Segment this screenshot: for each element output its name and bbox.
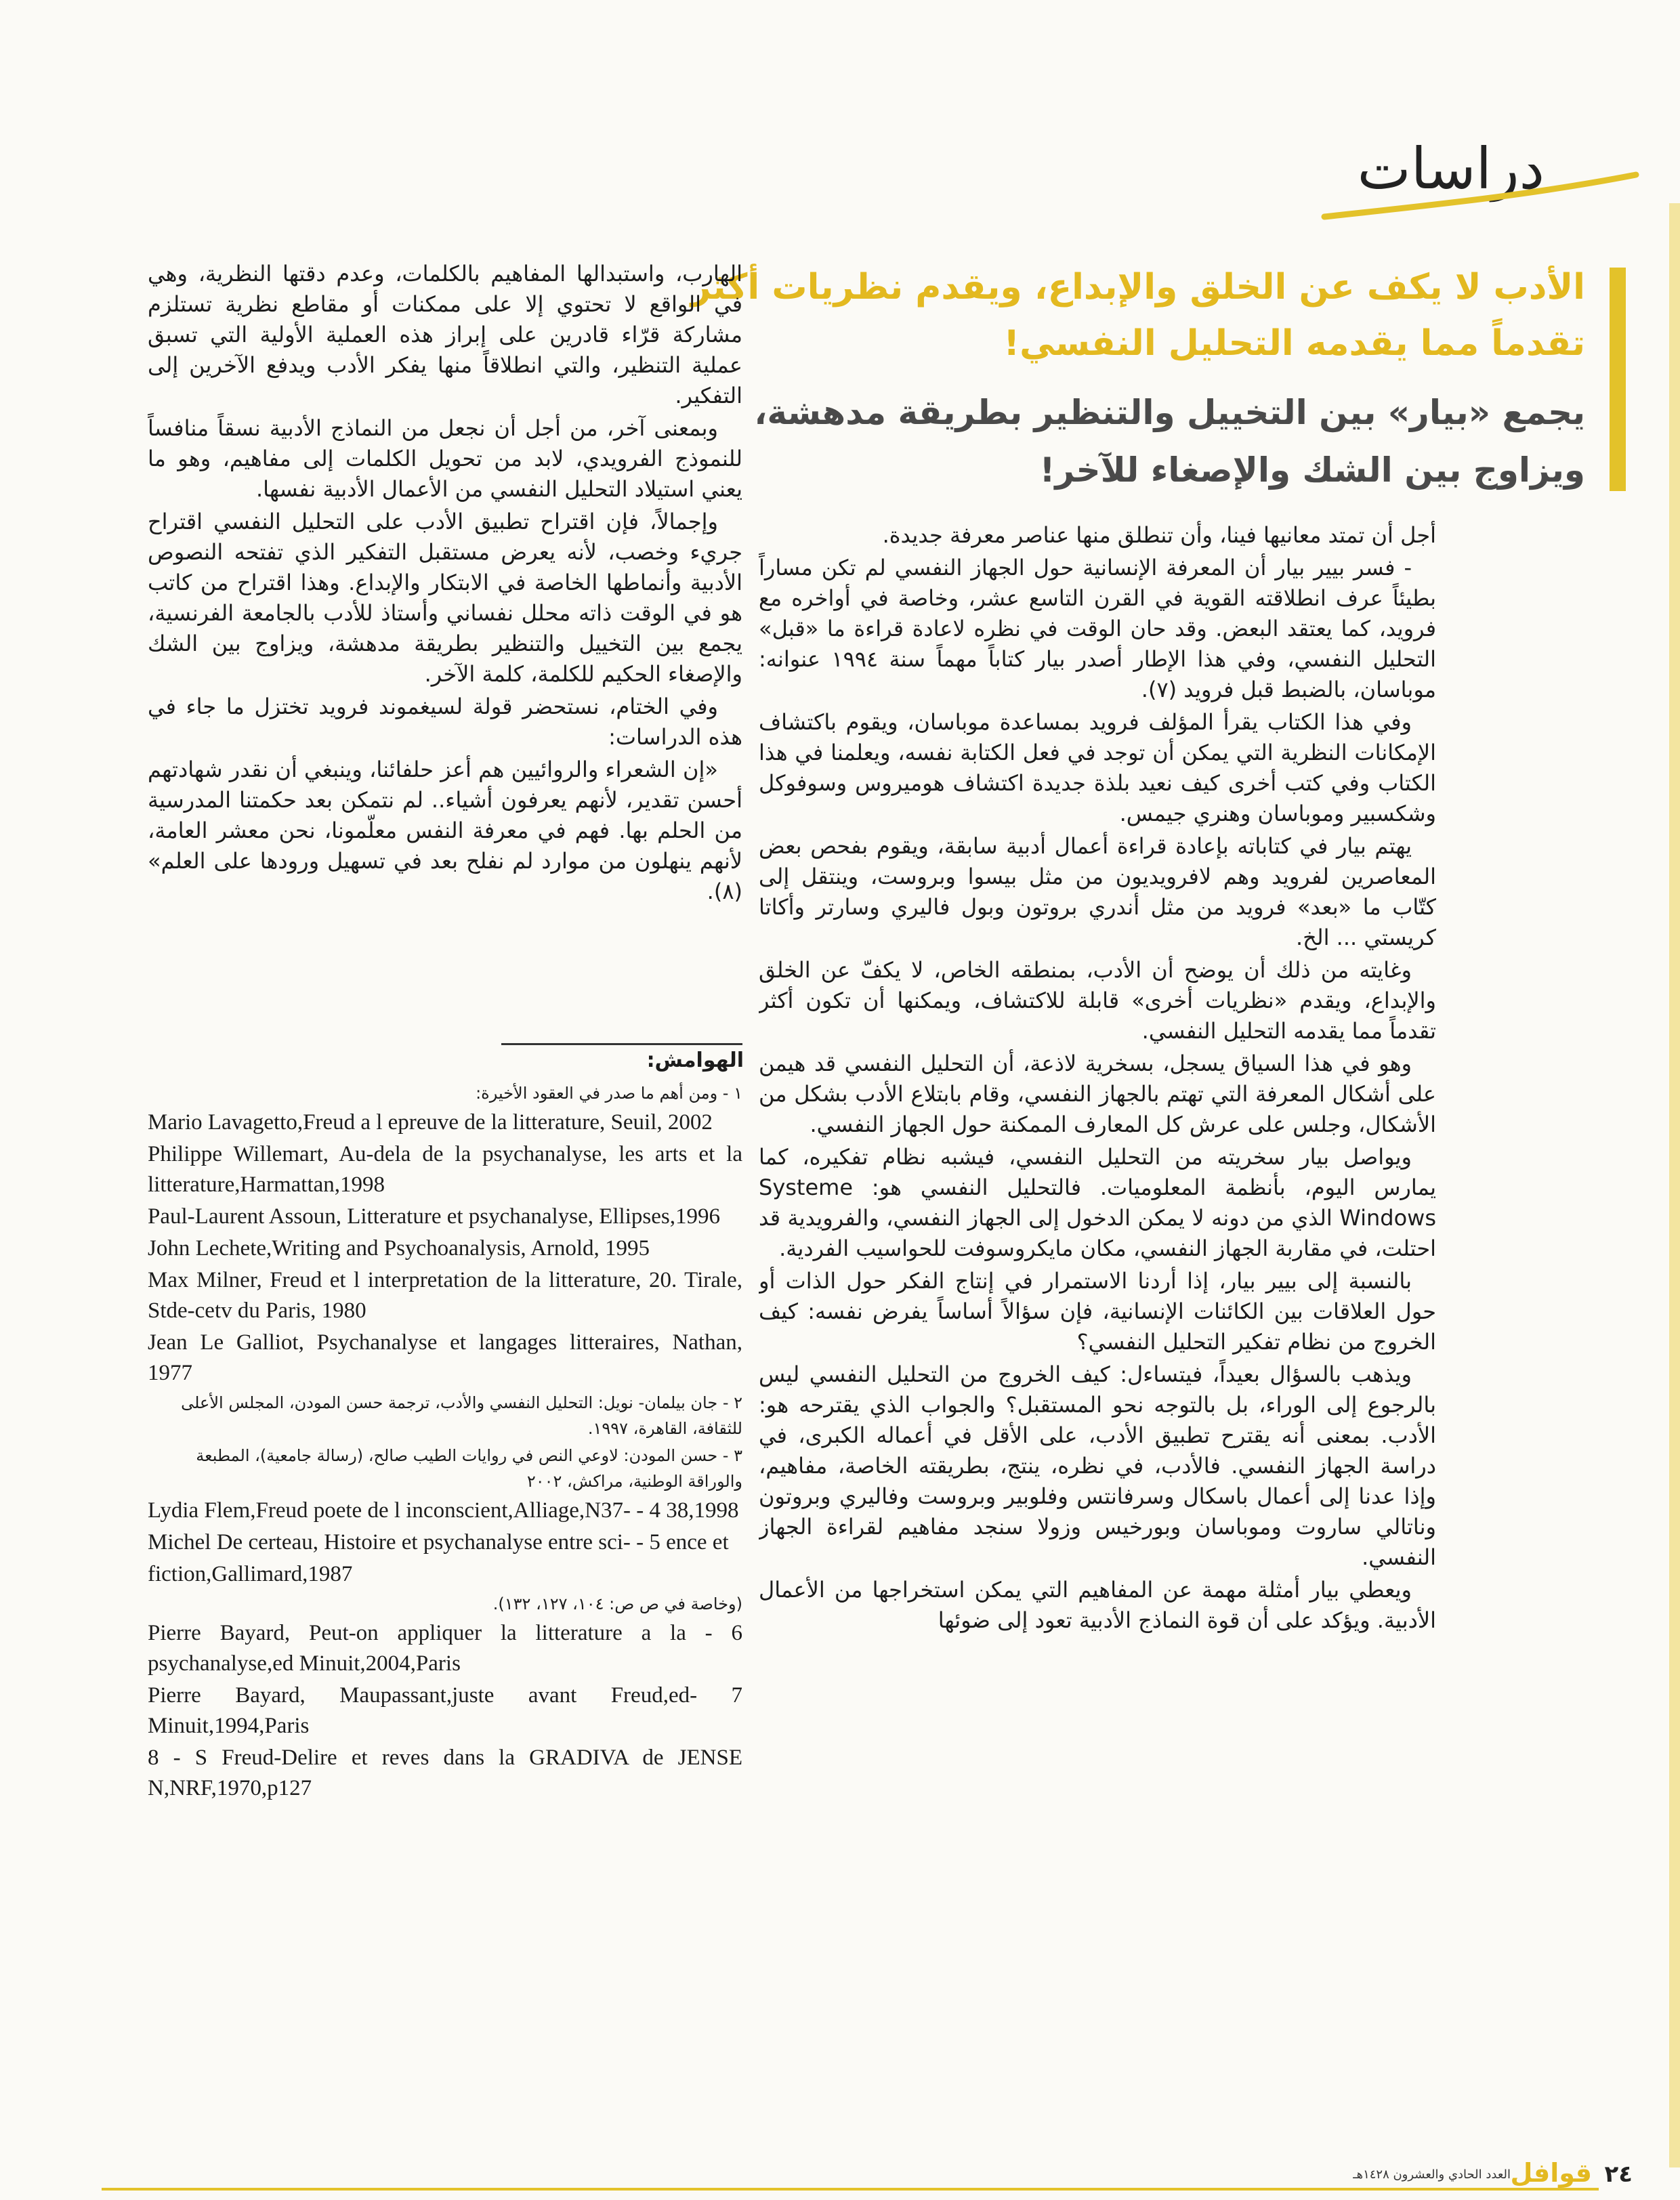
paragraph: وهو في هذا السياق يسجل، بسخرية لاذعة، أن التحليل النفسي قد هيمن على أشكال المعرفة التي تهتم بالجهاز النفسي، وقام بابتلاع الأدب بشكل من الأشكال، وجلس على عرش كل المعارف الممكنة حول الجهاز النفسي. bbox=[759, 1051, 1436, 1137]
footnote: 8 - S Freud-Delire et reves dans la GRADIVA de JENSE N,NRF,1970,p127 bbox=[148, 1746, 742, 1800]
footnote: Pierre Bayard, Peut-on appliquer la litterature a la - 6 psychanalyse,ed Minuit,2004,Paris bbox=[148, 1621, 742, 1676]
pull-quote-line: تقدماً مما يقدمه التحليل النفسي! bbox=[1003, 323, 1585, 364]
section-title: دراسات bbox=[1357, 135, 1545, 202]
footnote: ٣ - حسن المودن: لاوعي النص في روايات الطيب صالح، (رسالة جامعية)، المطبعة والوراقة الوطنية، مراكش، ٢٠٠٢ bbox=[196, 1446, 742, 1491]
article-column-left bbox=[148, 259, 742, 1024]
footnotes-title: الهوامش: bbox=[646, 1049, 744, 1072]
footnote: (وخاصة في ص ص: ١٠٤، ١٢٧، ١٣٢). bbox=[492, 1594, 742, 1613]
footnote: Mario Lavagetto,Freud a l epreuve de la litterature, Seuil, 2002 bbox=[148, 1110, 713, 1135]
pull-quote-line: الأدب لا يكف عن الخلق والإبداع، ويقدم نظريات أكثر bbox=[690, 267, 1585, 308]
paragraph: - فسر بيير بيار أن المعرفة الإنسانية حول الجهاز النفسي لم تكن مساراً بطيئاً عرف انطلاقته القوية في القرن التاسع عشر، وخاصة في أواخره مع فرويد، كما يعتقد البعض. وقد حان الوقت في نظره لاعادة قراءة ما «قبل» التحليل النفسي، وفي هذا الإطار أصدر بيار كتاباً مهماً سنة ١٩٩٤ عنوانه: موباسان، بالضبط قبل فرويد (٧). bbox=[759, 555, 1436, 702]
pull-quote-line: ويزاوج بين الشك والإصغاء للآخر! bbox=[1039, 450, 1585, 490]
freud-quote: «إن الشعراء والروائيين هم أعز حلفائنا، وينبغي أن نقدر شهادتهم أحسن تقدير، لأنهم يعرفون أشياء.. لم نتمكن بعد حكمتنا المدرسية من الحلم بها. فهم في معرفة النفس معلّمونا، نحن معشر العامة، لأنهم ينهلون من موارد لم نفلح بعد في تسهيل ورودها على العلم» (٨). bbox=[148, 757, 742, 904]
footnotes-divider bbox=[501, 1043, 742, 1045]
paragraph: أجل أن تمتد معانيها فينا، وأن تنطلق منها عناصر معرفة جديدة. bbox=[882, 522, 1436, 548]
magazine-logo: قوافل bbox=[1510, 2158, 1592, 2188]
article-column-right bbox=[759, 520, 1436, 2159]
footnote: ١ - ومن أهم ما صدر في العقود الأخيرة: bbox=[476, 1084, 742, 1103]
pull-quote-line: يجمع «بيار» بين التخييل والتنظير بطريقة مدهشة، bbox=[754, 393, 1585, 432]
paragraph: وإجمالاً، فإن اقتراح تطبيق الأدب على التحليل النفسي اقتراح جريء وخصب، لأنه يعرض مستقبل التفكير الذي تفتحه النصوص الأدبية وأنماطها الخاصة في الابتكار والإبداع. وهذا اقتراح من كاتب هو في الوقت ذاته محلل نفساني وأستاذ للأدب بالجامعة الفرنسية، يجمع بين التخييل والتنظير بطريقة مدهشة، ويزاوج بين الشك والإصغاء الحكيم للكلمة، كلمة الآخر. bbox=[148, 509, 742, 687]
paragraph: وفي الختام، نستحضر قولة لسيغموند فرويد تختزل ما جاء في هذه الدراسات: bbox=[148, 694, 742, 750]
footnotes-list bbox=[148, 1080, 742, 2157]
footnote: Pierre Bayard, Maupassant,juste avant Freud,ed- 7 Minuit,1994,Paris bbox=[148, 1683, 742, 1738]
paragraph: وفي هذا الكتاب يقرأ المؤلف فرويد بمساعدة موباسان، ويقوم باكتشاف الإمكانات النظرية التي يمكن أن توجد في فعل الكتابة نفسه، ويعلمنا في هذا الكتاب وفي كتب أخرى كيف نعيد بلذة جديدة اكتشاف هوميروس وسوفوكل وشكسبير وموباسان وهنري جيمس. bbox=[759, 709, 1436, 826]
page-edge-strip bbox=[1669, 203, 1680, 2167]
pull-quote bbox=[690, 257, 1626, 501]
paragraph: ويذهب بالسؤال بعيداً، فيتساءل: كيف الخروج من التحليل النفسي ليس بالرجوع إلى الوراء، بل بالتوجه نحو المستقبل؟ والجواب الذي يقترحه هو: الأدب. بمعنى أنه يقترح تطبيق الأدب، على الأقل في أعماله الكبرى، في دراسة الجهاز النفسي. فالأدب، في نظره، ينتج، بطريقته الخاصة، مفاهيم، وإذا عدنا إلى أعمال باسكال وسرفانتس وفلوبير وبروست وفاليري وبروتون وناتالي ساروت وموباسان وبورخيس وزولا سنجد مفاهيم لقراءة الجهاز النفسي. bbox=[759, 1361, 1436, 1570]
footer-rule bbox=[102, 2188, 1599, 2191]
paragraph: يهتم بيار في كتاباته بإعادة قراءة أعمال أدبية سابقة، ويقوم بفحص بعض المعاصرين لفرويد وهم لافرويديون من مثل بيسوا وبروست، وينتقل إلى كتّاب ما «بعد» فرويد من مثل أندري بروتون وبول فاليري وسارتر وأكاتا كريستي ... الخ. bbox=[759, 833, 1436, 950]
paragraph: ويعطي بيار أمثلة مهمة عن المفاهيم التي يمكن استخراجها من الأعمال الأدبية. ويؤكد على أن قوة النماذج الأدبية تعود إلى ضوئها bbox=[759, 1577, 1436, 1633]
paragraph: وغايته من ذلك أن يوضح أن الأدب، بمنطقه الخاص، لا يكفّ عن الخلق والإبداع، ويقدم «نظريات أخرى» قابلة للاكتشاف، ويمكنها أن تكون أكثر تقدماً مما يقدمه التحليل النفسي. bbox=[759, 957, 1436, 1044]
title-swoosh-icon bbox=[1321, 169, 1639, 224]
issue-label: العدد الحادي والعشرون ١٤٢٨هـ bbox=[1353, 2167, 1511, 2182]
footnote: Jean Le Galliot, Psychanalyse et langages litteraires, Nathan, 1977 bbox=[148, 1330, 742, 1385]
paragraph: بالنسبة إلى بيير بيار، إذا أردنا الاستمرار في إنتاج الفكر حول الذات أو حول العلاقات بين الكائنات الإنسانية، فإن سؤالاً أساساً يفرض نفسه: كيف الخروج من نظام تفكير التحليل النفسي؟ bbox=[759, 1268, 1436, 1355]
footnote: Lydia Flem,Freud poete de l inconscient,Alliage,N37- - 4 38,1998 bbox=[148, 1498, 739, 1523]
footnote: Max Milner, Freud et l interpretation de la litterature, 20. Tirale, Stde-cetv du Paris, 1980 bbox=[148, 1268, 742, 1323]
paragraph: الهارب، واستبدالها المفاهيم بالكلمات، وعدم دقتها النظرية، وهي في الواقع لا تحتوي إلا على ممكنات أو مقاطع نظرية تستلزم مشاركة قرّاء قادرين على إبراز هذه العملية الأولية التي تسبق عملية التنظير، والتي انطلاقاً منها يفكر الأدب ويدفع الآخرين إلى التفكير. bbox=[148, 261, 742, 408]
pull-quote-bar bbox=[1610, 268, 1626, 491]
paragraph: ويواصل بيار سخريته من التحليل النفسي، فيشبه نظام تفكيره، كما يمارس اليوم، بأنظمة المعلوميات. فالتحليل النفسي هو: Systeme Windows الذي من دونه لا يمكن الدخول إلى الجهاز النفسي، والفرويدية قد احتلت، في مقاربة الجهاز النفسي، مكان مايكروسوفت للحواسيب الفردية. bbox=[759, 1144, 1436, 1261]
footnote: Michel De certeau, Histoire et psychanalyse entre sci- - 5 ence et bbox=[148, 1530, 729, 1554]
footnote: Philippe Willemart, Au-dela de la psychanalyse, les arts et la litterature,Harmattan,1998 bbox=[148, 1142, 742, 1197]
footnote: John Lechete,Writing and Psychoanalysis, Arnold, 1995 bbox=[148, 1236, 650, 1261]
footnote: ٢ - جان بيلمان- نويل: التحليل النفسي والأدب، ترجمة حسن المودن، المجلس الأعلى للثقافة، القاهرة، ١٩٩٧. bbox=[181, 1393, 742, 1438]
footnote: fiction,Gallimard,1987 bbox=[148, 1562, 353, 1586]
page-number: ٢٤ bbox=[1604, 2161, 1633, 2188]
paragraph: وبمعنى آخر، من أجل أن نجعل من النماذج الأدبية نسقاً منافساً للنموذج الفرويدي، لابد من تحويل الكلمات إلى مفاهيم، وهو ما يعني استيلاد التحليل النفسي من الأعمال الأدبية نفسها. bbox=[148, 415, 742, 502]
footnote: Paul-Laurent Assoun, Litterature et psychanalyse, Ellipses,1996 bbox=[148, 1204, 720, 1229]
